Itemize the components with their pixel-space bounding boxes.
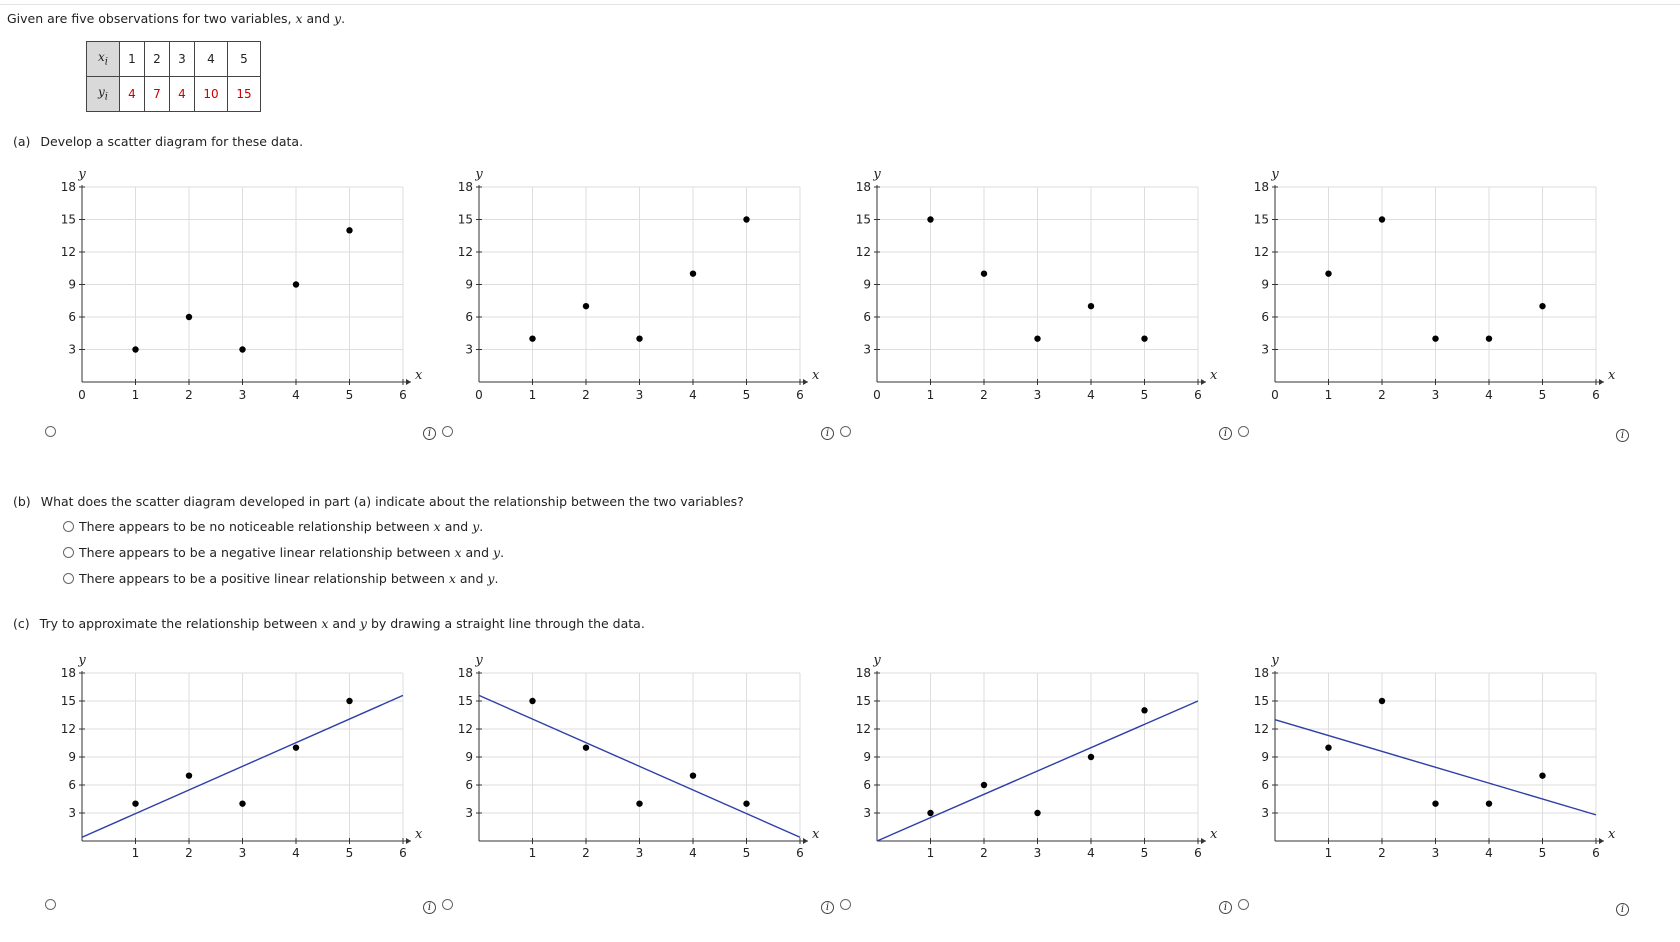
y-tick-label: 18 <box>855 666 871 680</box>
x-value-cell: 4 <box>195 42 228 77</box>
data-point <box>1539 303 1545 309</box>
data-point <box>346 698 352 704</box>
data-point <box>1325 744 1331 750</box>
y-tick-label: 6 <box>1261 310 1269 324</box>
data-point <box>1539 772 1545 778</box>
y-tick-label: 15 <box>457 212 473 227</box>
y-tick-label: 15 <box>60 212 76 227</box>
data-point <box>132 800 138 806</box>
data-point <box>690 772 696 778</box>
x-axis-arrow <box>406 379 411 385</box>
y-tick-label: 12 <box>1253 722 1269 736</box>
x-tick-label: 5 <box>345 388 354 402</box>
data-point <box>1088 303 1094 309</box>
y-tick-label: 9 <box>465 750 473 764</box>
data-point <box>1034 810 1040 816</box>
x-axis-arrow <box>1201 379 1206 385</box>
y-tick-label: 6 <box>1261 778 1269 792</box>
y-tick-label: 3 <box>1261 342 1269 357</box>
y-tick-label: 6 <box>465 310 473 324</box>
x-axis-arrow <box>803 379 808 385</box>
radio-circle-icon[interactable] <box>442 899 453 910</box>
data-point <box>1379 216 1385 222</box>
x-tick-label: 4 <box>689 388 697 402</box>
radio-circle-icon[interactable] <box>45 426 56 437</box>
y-tick-label: 3 <box>68 342 76 357</box>
y-tick-label: 15 <box>855 212 871 227</box>
y-axis-label: y <box>475 653 483 668</box>
data-point <box>293 281 299 287</box>
x-row <box>87 42 261 77</box>
x-tick-label: 6 <box>399 388 407 402</box>
data-point <box>1486 335 1492 341</box>
option-positive-linear[interactable]: There appears to be a positive linear relationship between x and y. <box>63 571 498 586</box>
option-negative-linear[interactable]: There appears to be a negative linear relationship between x and y. <box>63 545 504 560</box>
info-circle-icon[interactable]: i <box>423 427 436 440</box>
y-tick-label: 12 <box>457 722 473 736</box>
data-point <box>927 216 933 222</box>
scatter-svg <box>40 643 423 865</box>
x-tick-label: 4 <box>689 846 697 860</box>
y-tick-label: 18 <box>457 180 473 194</box>
x-tick-label: 1 <box>926 846 935 860</box>
part-a-prompt: (a) Develop a scatter diagram for these data. <box>13 134 304 149</box>
x-tick-label: 4 <box>1087 846 1095 860</box>
x-header-cell: $x_i$ <box>87 42 120 77</box>
x-tick-label: 3 <box>635 846 644 860</box>
y-axis-label: y <box>873 653 881 668</box>
y-tick-label: 18 <box>855 180 871 194</box>
radio-circle-icon[interactable] <box>442 426 453 437</box>
scatter-svg <box>835 162 1218 412</box>
data-point <box>1379 698 1385 704</box>
data-point <box>636 335 642 341</box>
data-point <box>583 744 589 750</box>
x-axis-label: x <box>415 827 423 842</box>
x-tick-label: 2 <box>1378 388 1386 402</box>
y-tick-label: 12 <box>457 245 473 259</box>
x-tick-label: 3 <box>1033 846 1042 860</box>
x-tick-label: 2 <box>1378 846 1386 860</box>
x-tick-label: 0 <box>873 388 881 402</box>
radio-circle-icon[interactable] <box>1238 899 1249 910</box>
scatter-c-1 <box>40 643 423 865</box>
intro-y-var: y <box>334 11 342 26</box>
x-tick-label: 2 <box>582 846 590 860</box>
data-point <box>743 800 749 806</box>
x-axis-label: x <box>1608 368 1616 383</box>
y-tick-label: 9 <box>863 750 871 764</box>
data-point <box>1088 754 1094 760</box>
info-circle-icon[interactable]: i <box>821 901 834 914</box>
radio-circle-icon[interactable] <box>63 547 74 558</box>
x-axis-arrow <box>1599 379 1604 385</box>
data-point <box>132 346 138 352</box>
y-tick-label: 15 <box>1253 212 1269 227</box>
y-value-cell: 7 <box>145 77 170 112</box>
data-point <box>981 782 987 788</box>
y-axis-label: y <box>78 653 86 668</box>
x-tick-label: 6 <box>1194 846 1202 860</box>
x-tick-label: 5 <box>1140 388 1149 402</box>
radio-circle-icon[interactable] <box>63 521 74 532</box>
y-tick-label: 3 <box>465 806 473 820</box>
y-tick-label: 9 <box>863 277 871 292</box>
x-tick-label: 2 <box>185 846 193 860</box>
x-tick-label: 6 <box>796 388 804 402</box>
y-tick-label: 6 <box>863 778 871 792</box>
scatter-a-2 <box>437 162 820 412</box>
x-value-cell: 3 <box>170 42 195 77</box>
x-axis-arrow <box>803 838 808 844</box>
y-tick-label: 18 <box>457 666 473 680</box>
top-divider <box>0 4 1680 5</box>
x-tick-label: 2 <box>185 388 193 402</box>
x-tick-label: 5 <box>1538 388 1547 402</box>
radio-circle-icon[interactable] <box>63 573 74 584</box>
x-tick-label: 0 <box>1271 388 1279 402</box>
y-tick-label: 9 <box>1261 277 1269 292</box>
x-axis-arrow <box>1201 838 1206 844</box>
x-axis-arrow <box>406 838 411 844</box>
y-value-cell: 4 <box>170 77 195 112</box>
x-tick-label: 2 <box>980 388 988 402</box>
y-tick-label: 18 <box>60 666 76 680</box>
y-tick-label: 18 <box>1253 666 1269 680</box>
scatter-a-1 <box>40 162 423 412</box>
y-value-cell: 4 <box>120 77 145 112</box>
x-axis-label: x <box>1210 368 1218 383</box>
x-tick-label: 0 <box>78 388 86 402</box>
x-tick-label: 5 <box>345 846 354 860</box>
x-tick-label: 5 <box>742 388 751 402</box>
y-axis-label: y <box>1271 653 1279 668</box>
x-tick-label: 4 <box>1485 846 1493 860</box>
x-tick-label: 1 <box>1324 388 1333 402</box>
y-tick-label: 6 <box>68 310 76 324</box>
data-point <box>1141 707 1147 713</box>
x-tick-label: 6 <box>1194 388 1202 402</box>
data-point <box>529 698 535 704</box>
observation-table <box>86 41 261 112</box>
y-tick-label: 12 <box>1253 245 1269 259</box>
x-axis-arrow <box>1599 838 1604 844</box>
x-tick-label: 6 <box>1592 846 1600 860</box>
radio-circle-icon[interactable] <box>840 426 851 437</box>
part-b-prompt: (b) What does the scatter diagram developed in part (a) indicate about the relationship between the two variables? <box>13 494 744 509</box>
radio-circle-icon[interactable] <box>840 899 851 910</box>
x-axis-label: x <box>415 368 423 383</box>
x-tick-label: 1 <box>131 388 140 402</box>
data-point <box>529 335 535 341</box>
x-tick-label: 3 <box>1431 846 1440 860</box>
x-tick-label: 1 <box>1324 846 1333 860</box>
x-tick-label: 6 <box>1592 388 1600 402</box>
y-value-cell: 15 <box>228 77 261 112</box>
x-value-cell: 1 <box>120 42 145 77</box>
x-axis-label: x <box>1210 827 1218 842</box>
data-point <box>1486 800 1492 806</box>
x-tick-label: 3 <box>1431 388 1440 402</box>
data-point <box>1141 335 1147 341</box>
info-circle-icon[interactable]: i <box>1219 901 1232 914</box>
data-point <box>583 303 589 309</box>
y-tick-label: 6 <box>68 778 76 792</box>
data-point <box>186 772 192 778</box>
y-value-cell: 10 <box>195 77 228 112</box>
intro-text: Given are five observations for two variables, x and y. <box>7 11 346 26</box>
x-tick-label: 3 <box>238 846 247 860</box>
scatter-c-2 <box>437 643 820 865</box>
x-tick-label: 5 <box>1538 846 1547 860</box>
y-tick-label: 3 <box>1261 806 1269 820</box>
data-point <box>293 744 299 750</box>
y-tick-label: 9 <box>68 277 76 292</box>
y-tick-label: 18 <box>60 180 76 194</box>
data-point <box>743 216 749 222</box>
y-axis-label: y <box>873 167 881 182</box>
y-tick-label: 15 <box>60 694 76 708</box>
y-tick-label: 3 <box>68 806 76 820</box>
y-tick-label: 15 <box>457 694 473 708</box>
y-tick-label: 12 <box>60 245 76 259</box>
scatter-svg <box>1233 162 1616 412</box>
y-tick-label: 9 <box>1261 750 1269 764</box>
x-value-cell: 2 <box>145 42 170 77</box>
data-point <box>346 227 352 233</box>
x-tick-label: 1 <box>528 846 537 860</box>
x-tick-label: 5 <box>742 846 751 860</box>
x-value-cell: 5 <box>228 42 261 77</box>
y-tick-label: 18 <box>1253 180 1269 194</box>
scatter-a-3 <box>835 162 1218 412</box>
scatter-svg <box>40 162 423 412</box>
x-tick-label: 4 <box>1485 388 1493 402</box>
data-point <box>239 800 245 806</box>
data-point <box>239 346 245 352</box>
info-circle-icon[interactable]: i <box>423 901 436 914</box>
x-tick-label: 2 <box>582 388 590 402</box>
x-tick-label: 1 <box>528 388 537 402</box>
x-tick-label: 4 <box>1087 388 1095 402</box>
data-point <box>690 270 696 276</box>
x-tick-label: 6 <box>399 846 407 860</box>
y-tick-label: 12 <box>60 722 76 736</box>
scatter-a-4 <box>1233 162 1616 412</box>
x-tick-label: 3 <box>1033 388 1042 402</box>
scatter-c-3 <box>835 643 1218 865</box>
x-tick-label: 1 <box>131 846 140 860</box>
y-tick-label: 3 <box>863 806 871 820</box>
part-c-prompt: (c) Try to approximate the relationship between x and y by drawing a straight line through the data. <box>13 616 645 631</box>
info-circle-icon[interactable]: i <box>1616 903 1629 916</box>
data-point <box>927 810 933 816</box>
info-circle-icon[interactable]: i <box>1219 427 1232 440</box>
y-tick-label: 12 <box>855 245 871 259</box>
scatter-c-4 <box>1233 643 1616 865</box>
y-tick-label: 9 <box>465 277 473 292</box>
scatter-svg <box>835 643 1218 865</box>
x-tick-label: 3 <box>635 388 644 402</box>
scatter-svg <box>437 643 820 865</box>
x-tick-label: 3 <box>238 388 247 402</box>
x-tick-label: 6 <box>796 846 804 860</box>
x-tick-label: 1 <box>926 388 935 402</box>
data-point <box>636 800 642 806</box>
y-axis-label: y <box>78 167 86 182</box>
data-point <box>981 270 987 276</box>
y-tick-label: 12 <box>855 722 871 736</box>
y-axis-label: y <box>1271 167 1279 182</box>
radio-circle-icon[interactable] <box>45 899 56 910</box>
y-tick-label: 3 <box>863 342 871 357</box>
x-tick-label: 5 <box>1140 846 1149 860</box>
intro-x-var: x <box>295 11 303 26</box>
y-tick-label: 15 <box>855 694 871 708</box>
x-tick-label: 4 <box>292 388 300 402</box>
y-tick-label: 6 <box>465 778 473 792</box>
info-circle-icon[interactable]: i <box>1616 429 1629 442</box>
option-no-relationship[interactable]: There appears to be no noticeable relationship between x and y. <box>63 519 483 534</box>
y-tick-label: 9 <box>68 750 76 764</box>
y-tick-label: 6 <box>863 310 871 324</box>
data-point <box>1432 800 1438 806</box>
y-row <box>87 77 261 112</box>
x-axis-label: x <box>1608 827 1616 842</box>
x-axis-label: x <box>812 368 820 383</box>
data-point <box>1325 270 1331 276</box>
y-axis-label: y <box>475 167 483 182</box>
info-circle-icon[interactable]: i <box>821 427 834 440</box>
data-point <box>1432 335 1438 341</box>
scatter-svg <box>1233 643 1616 865</box>
y-tick-label: 15 <box>1253 694 1269 708</box>
y-tick-label: 3 <box>465 342 473 357</box>
radio-circle-icon[interactable] <box>1238 426 1249 437</box>
scatter-svg <box>437 162 820 412</box>
x-tick-label: 4 <box>292 846 300 860</box>
data-point <box>1034 335 1040 341</box>
x-tick-label: 0 <box>475 388 483 402</box>
x-tick-label: 2 <box>980 846 988 860</box>
y-header-cell: $y_i$ <box>87 77 120 112</box>
data-point <box>186 314 192 320</box>
x-axis-label: x <box>812 827 820 842</box>
